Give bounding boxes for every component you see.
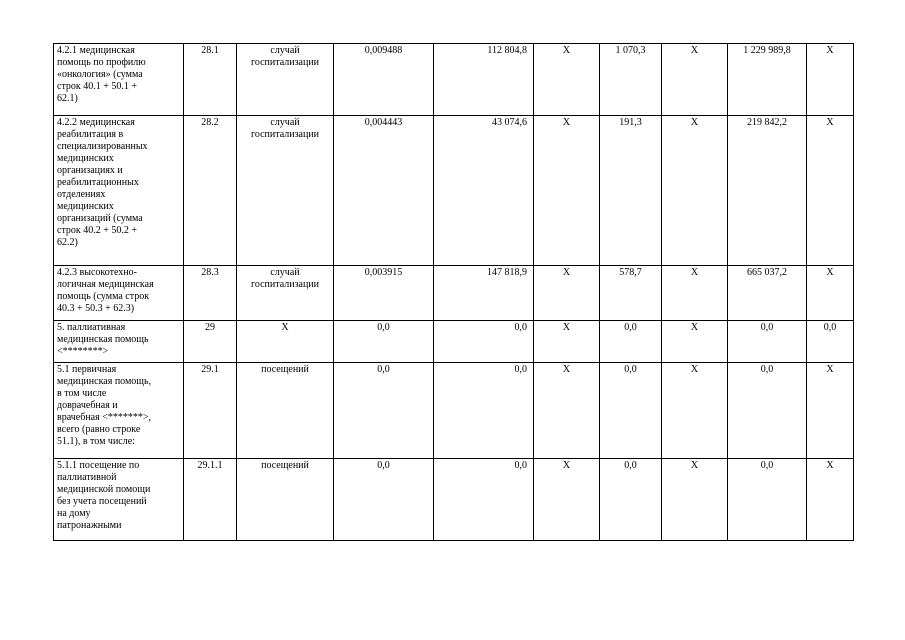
row-value-1-cell: 0,0 xyxy=(334,459,434,541)
row-name-line: организациях и xyxy=(57,165,123,176)
row-name-line: доврачебная и xyxy=(57,400,118,411)
row-value-4-cell: 578,7 xyxy=(600,266,662,321)
row-name-line: 5.1.1 посещение по xyxy=(57,460,140,471)
table-row xyxy=(54,321,854,363)
row-value-6-cell: 0,0 xyxy=(728,321,807,363)
row-name-line: медицинских xyxy=(57,153,114,164)
row-name-line: медицинской помощи xyxy=(57,484,151,495)
row-name-line: «онкология» (сумма xyxy=(57,69,143,80)
row-name-line: 4.2.3 высокотехно- xyxy=(57,267,137,278)
row-value-7-cell: Х xyxy=(807,363,854,459)
row-name-line: <********> xyxy=(57,346,109,357)
row-value-2-cell: 0,0 xyxy=(434,459,534,541)
row-name-line: медицинская помощь, xyxy=(57,376,152,387)
row-code-cell: 29.1 xyxy=(184,363,237,459)
row-value-4-cell: 1 070,3 xyxy=(600,44,662,116)
row-value-6-cell: 0,0 xyxy=(728,363,807,459)
row-name-cell xyxy=(54,266,184,321)
row-name-line: специализированных xyxy=(57,141,148,152)
row-value-2-cell: 43 074,6 xyxy=(434,116,534,266)
table-row xyxy=(54,459,854,541)
row-value-4-cell: 0,0 xyxy=(600,321,662,363)
row-value-5-cell: Х xyxy=(662,459,728,541)
row-name-line: помощь по профилю xyxy=(57,57,146,68)
row-name-line: медицинских xyxy=(57,201,114,212)
row-value-6-cell: 665 037,2 xyxy=(728,266,807,321)
row-value-3-cell: Х xyxy=(534,459,600,541)
row-name-line: строк 40.1 + 50.1 + xyxy=(57,81,138,92)
row-name-line: отделениях xyxy=(57,189,106,200)
row-value-5-cell: Х xyxy=(662,266,728,321)
row-name-cell xyxy=(54,459,184,541)
row-value-1-cell: 0,0 xyxy=(334,321,434,363)
row-name-cell xyxy=(54,363,184,459)
row-unit-line: посещений xyxy=(261,460,309,471)
row-unit-line: посещений xyxy=(261,364,309,375)
row-name-line: 62.2) xyxy=(57,237,78,248)
row-unit-cell xyxy=(237,266,334,321)
row-name-line: помощь (сумма строк xyxy=(57,291,150,302)
table-row xyxy=(54,363,854,459)
row-name-cell xyxy=(54,321,184,363)
row-name-cell xyxy=(54,44,184,116)
row-value-4-cell: 0,0 xyxy=(600,363,662,459)
row-code-cell: 28.1 xyxy=(184,44,237,116)
row-unit-line: случай xyxy=(270,45,300,56)
row-name-line: паллиативной xyxy=(57,472,117,483)
row-unit-line: случай xyxy=(270,117,300,128)
row-code-cell: 28.3 xyxy=(184,266,237,321)
row-value-7-cell: Х xyxy=(807,459,854,541)
row-unit-cell xyxy=(237,116,334,266)
row-name-line: медицинская помощь xyxy=(57,334,149,345)
row-value-2-cell: 0,0 xyxy=(434,363,534,459)
row-code-cell: 28.2 xyxy=(184,116,237,266)
row-unit-line: госпитализации xyxy=(250,129,320,140)
row-name-line: 51.1), в том числе: xyxy=(57,436,135,447)
row-name-line: в том числе xyxy=(57,388,107,399)
table-body xyxy=(54,44,854,541)
table-row xyxy=(54,266,854,321)
row-name-line: врачебная <*******>, xyxy=(57,412,151,423)
row-value-3-cell: Х xyxy=(534,44,600,116)
row-value-7-cell: 0,0 xyxy=(807,321,854,363)
row-name-line: всего (равно строке xyxy=(57,424,141,435)
row-name-line: 5.1 первичная xyxy=(57,364,117,375)
row-value-5-cell: Х xyxy=(662,44,728,116)
row-name-line: логичная медицинская xyxy=(57,279,154,290)
row-unit-cell xyxy=(237,321,334,363)
row-unit-cell xyxy=(237,44,334,116)
row-name-line: без учета посещений xyxy=(57,496,147,507)
row-name-line: 5. паллиативная xyxy=(57,322,126,333)
row-value-1-cell: 0,0 xyxy=(334,363,434,459)
row-name-line: организаций (сумма xyxy=(57,213,143,224)
row-name-cell xyxy=(54,116,184,266)
row-value-3-cell: Х xyxy=(534,363,600,459)
row-unit-line: госпитализации xyxy=(250,57,320,68)
row-name-line: 62.1) xyxy=(57,93,78,104)
row-value-7-cell: Х xyxy=(807,266,854,321)
row-name-line: 4.2.2 медицинская xyxy=(57,117,135,128)
row-value-6-cell: 0,0 xyxy=(728,459,807,541)
row-value-6-cell: 1 229 989,8 xyxy=(728,44,807,116)
row-value-4-cell: 191,3 xyxy=(600,116,662,266)
row-unit-line: госпитализации xyxy=(250,279,320,290)
row-value-5-cell: Х xyxy=(662,321,728,363)
row-value-7-cell: Х xyxy=(807,44,854,116)
row-value-2-cell: 147 818,9 xyxy=(434,266,534,321)
row-value-5-cell: Х xyxy=(662,363,728,459)
row-value-2-cell: 112 804,8 xyxy=(434,44,534,116)
row-value-3-cell: Х xyxy=(534,321,600,363)
row-code-cell: 29 xyxy=(184,321,237,363)
row-value-1-cell: 0,004443 xyxy=(334,116,434,266)
table-row xyxy=(54,44,854,116)
row-name-line: 40.3 + 50.3 + 62.3) xyxy=(57,303,135,314)
row-name-line: строк 40.2 + 50.2 + xyxy=(57,225,138,236)
row-name-line: на дому xyxy=(57,508,91,519)
row-value-6-cell: 219 842,2 xyxy=(728,116,807,266)
row-name-line: реабилитация в xyxy=(57,129,124,140)
row-name-line: 4.2.1 медицинская xyxy=(57,45,135,56)
data-table xyxy=(53,43,854,541)
row-name-line: реабилитационных xyxy=(57,177,139,188)
row-unit-cell xyxy=(237,363,334,459)
row-unit-line: случай xyxy=(270,267,300,278)
table-row xyxy=(54,116,854,266)
row-name-line: патронажными xyxy=(57,520,122,531)
row-value-3-cell: Х xyxy=(534,266,600,321)
row-unit-line: Х xyxy=(281,322,289,333)
row-unit-cell xyxy=(237,459,334,541)
row-value-1-cell: 0,003915 xyxy=(334,266,434,321)
row-value-4-cell: 0,0 xyxy=(600,459,662,541)
row-value-3-cell: Х xyxy=(534,116,600,266)
row-value-7-cell: Х xyxy=(807,116,854,266)
row-code-cell: 29.1.1 xyxy=(184,459,237,541)
row-value-5-cell: Х xyxy=(662,116,728,266)
row-value-1-cell: 0,009488 xyxy=(334,44,434,116)
row-value-2-cell: 0,0 xyxy=(434,321,534,363)
